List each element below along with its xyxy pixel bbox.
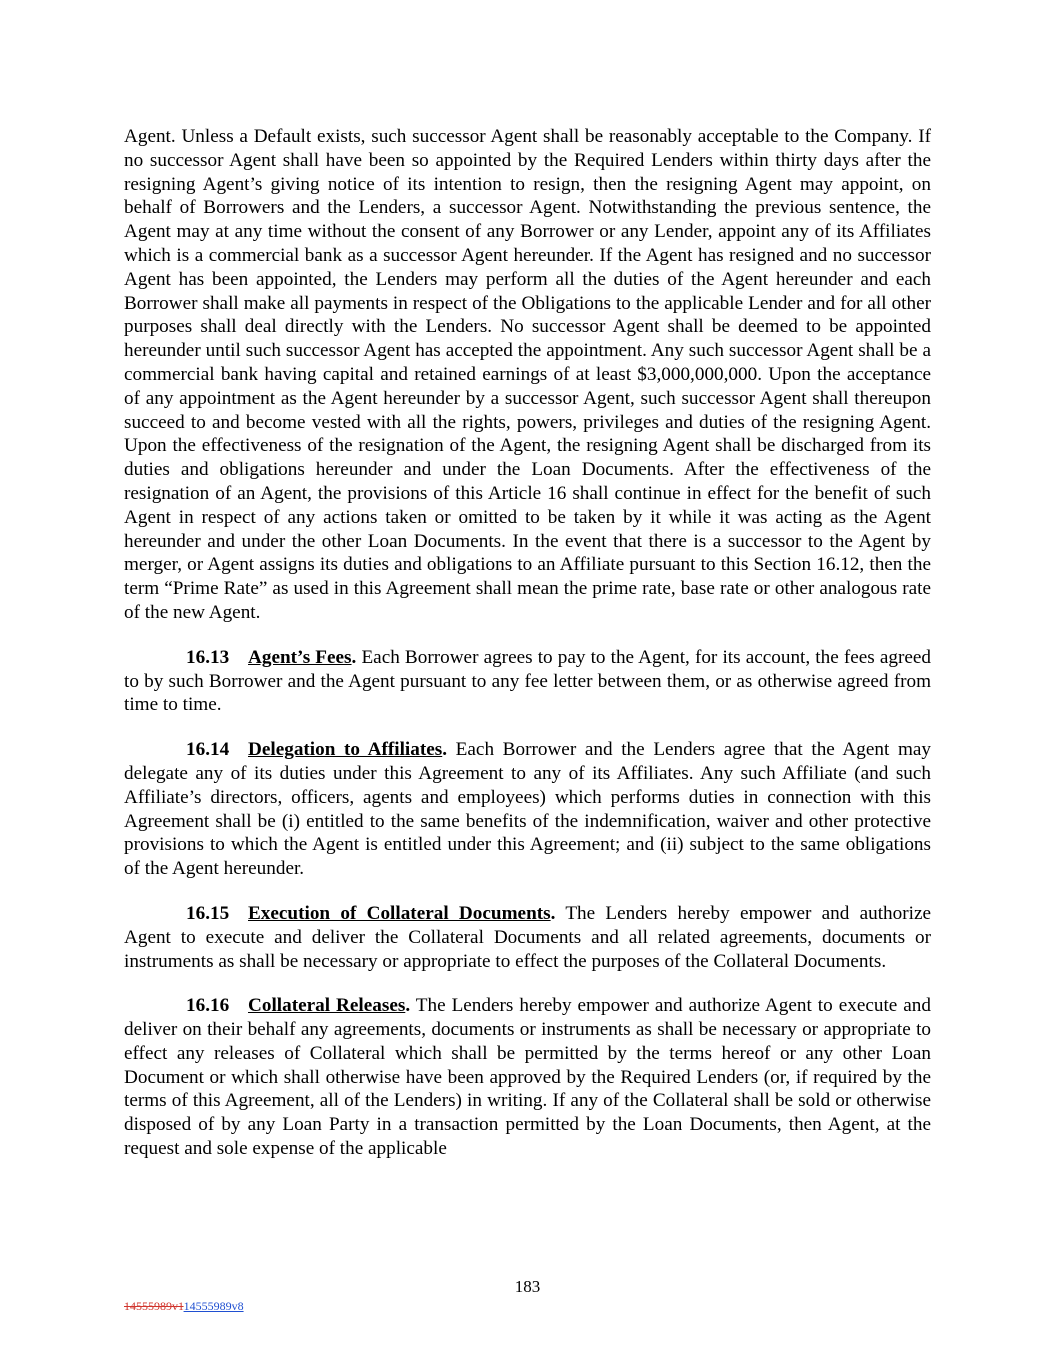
section-heading: Agent’s Fees <box>248 646 352 668</box>
section-text: Each Borrower agrees to pay to the Agent, for its account, the fees agreed to by such Borrower and the Agent pursuant to any fee letter between them, or as otherwise agreed from time to time. <box>124 646 931 716</box>
page-number: 183 <box>514 1277 541 1296</box>
section-heading-period: . <box>442 739 448 761</box>
section-16-16 <box>124 994 931 1161</box>
section-number: 16.13 <box>186 646 230 668</box>
section-16-15 <box>124 902 931 973</box>
document-id-deleted: 14555989v1 <box>124 1299 184 1313</box>
continuation-paragraph: Agent. Unless a Default exists, such successor Agent shall be reasonably acceptable to the Company. If no successor Agent shall have been so appointed by the Required Lenders within thirty days after the resigning Agent’s giving notice of its intention to resign, then the resigning Agent may appoint, on behalf of Borrowers and the Lenders, a successor Agent. Notwithstanding the previous sentence, the Agent may at any time without the consent of any Borrower or any Lender, appoint any of its Affiliates which is a commercial bank as a successor Agent hereunder. If the Agent has resigned and no successor Agent has been appointed, the Lenders may perform all the duties of the Agent hereunder and each Borrower shall make all payments in respect of the Obligations to the applicable Lender and for all other purposes shall deal directly with the Lenders. No successor Agent shall be deemed to be appointed hereunder until such successor Agent has accepted the appointment. Any such successor Agent shall be a commercial bank having capital and retained earnings of at least $3,000,000,000. Upon the acceptance of any appointment as the Agent hereunder by a successor Agent, such successor Agent shall thereupon succeed to and become vested with all the rights, powers, privileges and duties of the resigning Agent. Upon the effectiveness of the resignation of the Agent, the resigning Agent shall be discharged from its duties and obligations hereunder and under the Loan Documents. After the effectiveness of the resignation of an Agent, the provisions of this Article 16 shall continue in effect for the benefit of such Agent in respect of any actions taken or omitted to be taken by it while it was acting as the Agent hereunder and under the other Loan Documents. In the event that there is a successor to the Agent by merger, or Agent assigns its duties and obligations to an Affiliate pursuant to this Section 16.12, then the term “Prime Rate” as used in this Agreement shall mean the prime rate, base rate or other analogous rate of the new Agent. <box>124 126 931 623</box>
section-16-13 <box>124 646 931 717</box>
document-id-inserted: 14555989v8 <box>183 1299 244 1313</box>
section-heading-period: . <box>351 646 357 668</box>
section-16-14 <box>124 738 931 881</box>
section-heading-period: . <box>405 995 411 1017</box>
section-number: 16.14 <box>186 739 230 761</box>
document-body <box>124 125 931 1182</box>
section-heading-period: . <box>550 902 556 924</box>
section-text: The Lenders hereby empower and authorize Agent to execute and deliver the Collateral Documents and all related agreements, documents or instruments as shall be necessary or appropriate to effect the purposes of the Collateral Documents. <box>124 902 931 972</box>
section-number: 16.16 <box>186 995 230 1017</box>
section-number: 16.15 <box>186 902 230 924</box>
section-heading: Collateral Releases <box>248 995 406 1017</box>
section-heading: Delegation to Affiliates <box>248 739 443 761</box>
section-text: Each Borrower and the Lenders agree that the Agent may delegate any of its duties under this Agreement to any of its Affiliates. Any such Affiliate (and such Affiliate’s directors, officers, agents and employees) which performs duties in connection with this Agreement shall be (i) entitled to the same benefits of the indemnification, waiver and other protective provisions to which the Agent is entitled under this Agreement; and (ii) subject to the same obligations of the Agent hereunder. <box>124 739 931 880</box>
section-text: The Lenders hereby empower and authorize Agent to execute and deliver on their behalf any agreements, documents or instruments as shall be necessary or appropriate to effect any releases of Collateral which shall be permitted by the terms hereof or any other Loan Document or which shall otherwise have been approved by the Required Lenders (or, if required by the terms of this Agreement, all of the Lenders) in writing. If any of the Collateral shall be sold or otherwise disposed of by any Loan Party in a transaction permitted by the Loan Documents, then Agent, at the request and sole expense of the applicable <box>124 995 931 1160</box>
document-id <box>124 1299 244 1314</box>
section-heading: Execution of Collateral Documents <box>248 902 551 924</box>
